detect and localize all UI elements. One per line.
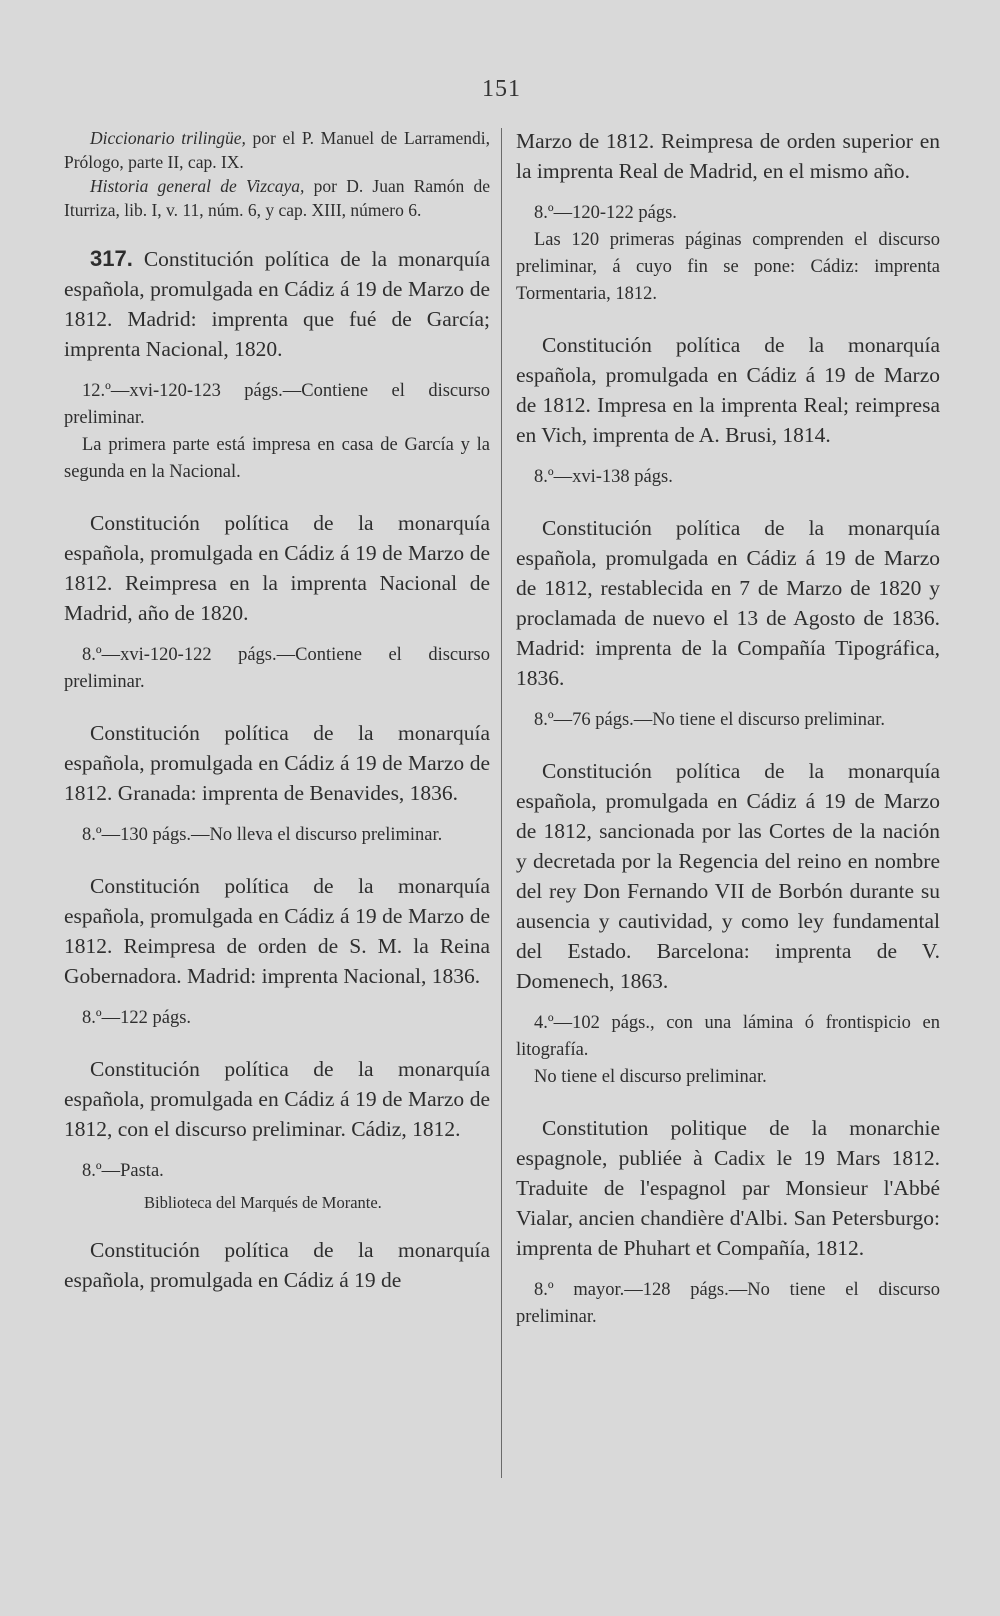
entry-note: La primera parte está impresa en casa de García y la segunda en la Nacional.	[64, 435, 490, 482]
entry-note: Las 120 primeras páginas comprenden el discurso preliminar, á cuyo fin se pone: Cádiz: imprenta Tormentaria, 1812.	[516, 230, 940, 304]
entry-text: Constitución política de la monarquía española, promulgada en Cádiz á 19 de Marzo de 1812. Madrid: imprenta que fué de García; imprenta Nacional, 1820.	[64, 247, 490, 361]
entry-text: Constitution politique de la monarchie espagnole, publiée à Cadix le 19 Mars 1812. Traduite de l'espagnol par Monsieur l'Abbé Vialar, ancien chandière d'Albi. San Petersburgo: imprenta de Phuhart et Compañía, 1812.	[516, 1116, 940, 1260]
reference-title: Diccionario trilingüe,	[90, 128, 246, 148]
left-column	[64, 126, 490, 1295]
entry-text: Constitución política de la monarquía española, promulgada en Cádiz á 19 de	[64, 1238, 490, 1292]
entry-note: 12.º—xvi-120-123 págs.—Contiene el discurso preliminar.	[64, 381, 490, 428]
reference-detail: por D. Juan Ramón de Iturriza, lib. I, v. 11, núm. 6, y cap. XIII, número 6.	[64, 176, 490, 220]
entry-text: Constitución política de la monarquía española, promulgada en Cádiz á 19 de Marzo de 1812, con el discurso preliminar. Cádiz, 1812.	[64, 1057, 490, 1141]
entry-note: 8.º—Pasta.	[82, 1161, 164, 1181]
entry-note: 8.º—122 págs.	[82, 1008, 192, 1028]
right-column	[516, 126, 940, 1331]
entry-text: Constitución política de la monarquía española, promulgada en Cádiz á 19 de Marzo de 1812. Impresa en la imprenta Real; reimpresa en Vich, imprenta de A. Brusi, 1814.	[516, 333, 940, 447]
entry-note: 8.º—xvi-120-122 págs.—Contiene el discurso preliminar.	[64, 645, 490, 692]
entry-text: Constitución política de la monarquía española, promulgada en Cádiz á 19 de Marzo de 1812, restablecida en 7 de Marzo de 1820 y proclamada de nuevo el 13 de Agosto de 1836. Madrid: imprenta de la Compañía Tipográfica, 1836.	[516, 516, 940, 690]
entry-317	[64, 244, 490, 364]
entry-note: 8.º—xvi-138 págs.	[534, 467, 673, 487]
entry-note: 8.º—130 págs.—No lleva el discurso preliminar.	[82, 825, 443, 845]
entry-note: 8.º mayor.—128 págs.—No tiene el discurso preliminar.	[516, 1280, 940, 1327]
entry-note: 8.º—76 págs.—No tiene el discurso preliminar.	[534, 710, 886, 730]
entry-note: 8.º—120-122 págs.	[534, 203, 677, 223]
entry-text: Constitución política de la monarquía española, promulgada en Cádiz á 19 de Marzo de 1812. Reimpresa de orden de S. M. la Reina Gobernadora. Madrid: imprenta Nacional, 1836.	[64, 874, 490, 988]
entry-continuation: Marzo de 1812. Reimpresa de orden superior en la imprenta Real de Madrid, en el mismo año.	[516, 129, 940, 183]
entry-text: Constitución política de la monarquía española, promulgada en Cádiz á 19 de Marzo de 1812, sancionada por las Cortes de la nación y decretada por la Regencia del reino en nombre del rey Don Fernando VII de Borbón durante su ausencia y cautividad, y como ley fundamental del Estado. Barcelona: imprenta de V. Domenech, 1863.	[516, 759, 940, 993]
reference-iturriza	[64, 174, 490, 222]
reference-larramendi	[64, 126, 490, 174]
column-divider	[501, 128, 502, 1478]
entry-note: 4.º—102 págs., con una lámina ó frontispicio en litografía.	[516, 1013, 940, 1060]
entry-number: 317.	[90, 246, 133, 271]
reference-title: Historia general de Vizcaya,	[90, 176, 305, 196]
entry-text: Constitución política de la monarquía española, promulgada en Cádiz á 19 de Marzo de 1812. Reimpresa en la imprenta Nacional de Madrid, año de 1820.	[64, 511, 490, 625]
library-source: Biblioteca del Marqués de Morante.	[144, 1193, 382, 1212]
page-number: 151	[482, 76, 521, 102]
reference-detail: por el P. Manuel de Larramendi, Prólogo, parte II, cap. IX.	[64, 128, 490, 172]
entry-text: Constitución política de la monarquía española, promulgada en Cádiz á 19 de Marzo de 1812. Granada: imprenta de Benavides, 1836.	[64, 721, 490, 805]
entry-note: No tiene el discurso preliminar.	[534, 1067, 767, 1087]
